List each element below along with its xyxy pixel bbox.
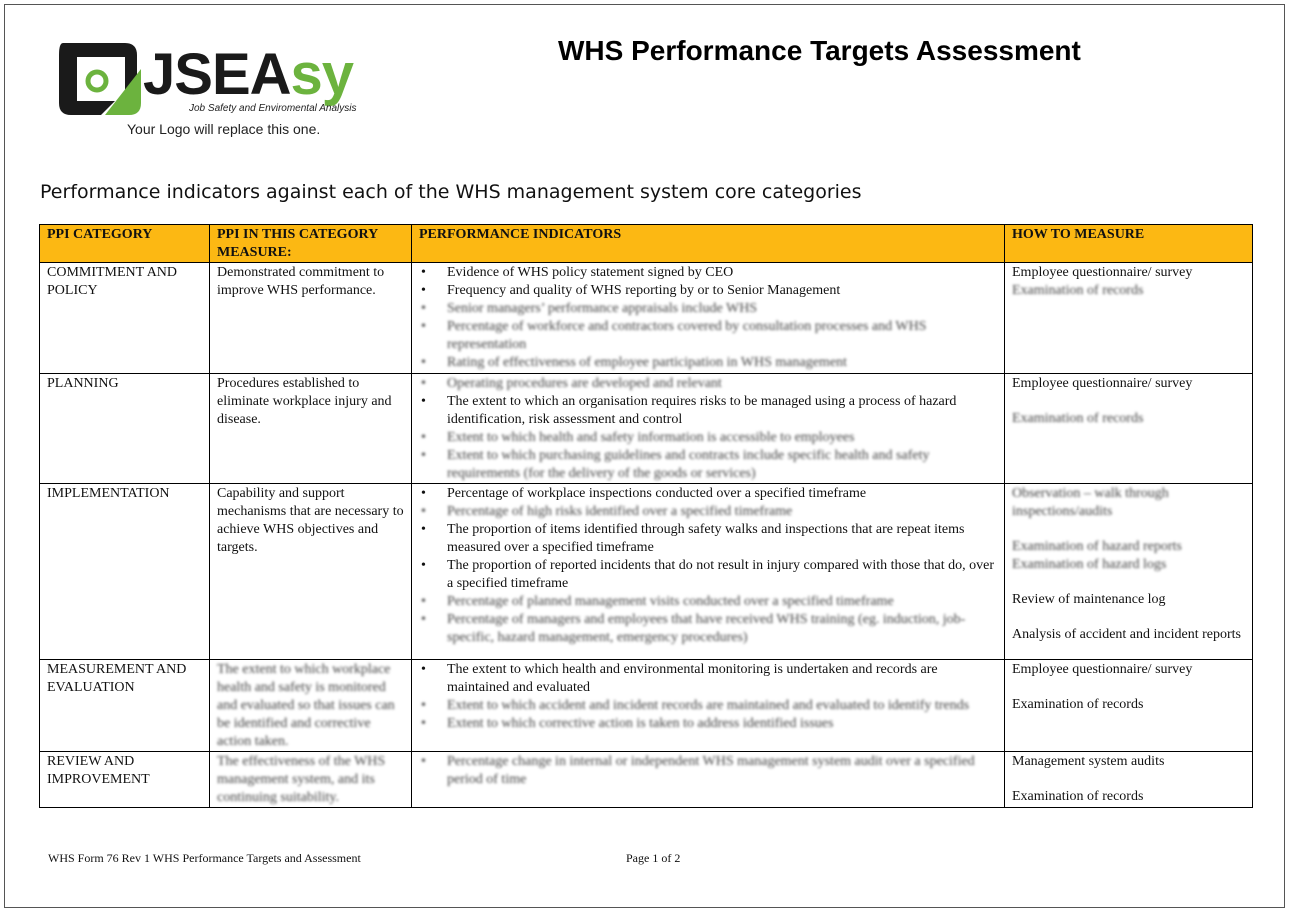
logo-wordmark xyxy=(143,42,354,107)
logo-wordmark-dark: JSEA xyxy=(143,42,291,107)
measure-cell: The extent to which workplace health and safety is monitored and evaluated so that issues can be identified and corrective action taken. xyxy=(210,660,412,752)
measure-method: Review of maintenance log xyxy=(1012,592,1166,607)
measure-method: Management system audits xyxy=(1012,754,1165,769)
measure-method: Observation – walk through inspections/audits xyxy=(1012,486,1169,519)
indicators-cell xyxy=(412,263,1005,374)
indicator-item: • Percentage of managers and employees that have received WHS training (eg. induction, job-specific, hazard management, emergency procedures) xyxy=(447,611,997,647)
measure-method: Examination of records xyxy=(1012,411,1144,426)
how-to-measure-cell xyxy=(1005,263,1253,374)
indicator-item: • The proportion of items identified through safety walks and inspections that are repeat items measured over a specified timeframe xyxy=(447,521,997,557)
how-to-measure-cell xyxy=(1005,374,1253,484)
measure-cell: The effectiveness of the WHS management system, and its continuing suitability. xyxy=(210,752,412,808)
table-header-row xyxy=(40,225,1253,263)
measure-method: Examination of records xyxy=(1012,697,1144,712)
table-row xyxy=(40,374,1253,484)
indicator-item: • The proportion of reported incidents that do not result in injury compared with those that do, over a specified timeframe xyxy=(447,557,997,593)
measure-method: Examination of records xyxy=(1012,789,1144,804)
indicator-item: • Percentage of high risks identified over a specified timeframe xyxy=(447,503,997,521)
how-to-measure-cell xyxy=(1005,484,1253,660)
document-page xyxy=(4,4,1285,908)
company-logo xyxy=(55,39,400,139)
col-header-category: PPI CATEGORY xyxy=(40,225,210,263)
indicator-item: • Operating procedures are developed and relevant xyxy=(447,375,997,393)
indicator-item: • Percentage of workplace inspections conducted over a specified timeframe xyxy=(447,485,997,503)
category-cell: REVIEW AND IMPROVEMENT xyxy=(40,752,210,808)
measure-method: Employee questionnaire/ survey xyxy=(1012,265,1193,280)
category-cell: IMPLEMENTATION xyxy=(40,484,210,660)
measure-method: Analysis of accident and incident reports xyxy=(1012,627,1241,642)
logo-placeholder-note: Your Logo will replace this one. xyxy=(127,121,321,137)
document-title: WHS Performance Targets Assessment xyxy=(558,35,1081,66)
logo-wordmark-green: sy xyxy=(290,42,354,107)
indicator-item: • Percentage change in internal or independent WHS management system audit over a specified period of time xyxy=(447,753,997,789)
measure-cell: Capability and support mechanisms that are necessary to achieve WHS objectives and targets. xyxy=(210,484,412,660)
indicators-cell xyxy=(412,752,1005,808)
category-cell: PLANNING xyxy=(40,374,210,484)
how-to-measure-cell xyxy=(1005,660,1253,752)
indicator-item: • Extent to which health and safety information is accessible to employees xyxy=(447,429,997,447)
logo-mark-icon xyxy=(55,39,145,119)
indicator-item: • Evidence of WHS policy statement signed by CEO xyxy=(447,264,997,282)
indicator-item: • The extent to which health and environmental monitoring is undertaken and records are maintained and evaluated xyxy=(447,661,997,697)
table-row xyxy=(40,263,1253,374)
measure-method: Examination of hazard reports Examination of hazard logs xyxy=(1012,539,1182,572)
indicators-cell xyxy=(412,660,1005,752)
indicator-item: • Percentage of planned management visits conducted over a specified timeframe xyxy=(447,593,997,611)
measure-cell: Demonstrated commitment to improve WHS performance. xyxy=(210,263,412,374)
table-row xyxy=(40,752,1253,808)
category-cell: COMMITMENT AND POLICY xyxy=(40,263,210,374)
footer-form-reference: WHS Form 76 Rev 1 WHS Performance Targets and Assessment xyxy=(48,851,361,865)
indicator-item: • Frequency and quality of WHS reporting by or to Senior Management xyxy=(447,282,997,300)
measure-method: Employee questionnaire/ survey xyxy=(1012,376,1193,391)
indicator-item: • Extent to which corrective action is taken to address identified issues xyxy=(447,715,997,733)
ppi-table xyxy=(39,224,1253,808)
section-heading: Performance indicators against each of the WHS management system core categories xyxy=(40,181,862,203)
col-header-measure: PPI IN THIS CATEGORY MEASURE: xyxy=(210,225,412,263)
measure-cell: Procedures established to eliminate workplace injury and disease. xyxy=(210,374,412,484)
indicator-item: • Extent to which accident and incident records are maintained and evaluated to identify trends xyxy=(447,697,997,715)
measure-method: Employee questionnaire/ survey xyxy=(1012,662,1193,677)
footer-page-number: Page 1 of 2 xyxy=(626,851,681,865)
col-header-how-to-measure: HOW TO MEASURE xyxy=(1005,225,1253,263)
indicators-cell xyxy=(412,374,1005,484)
indicator-item: • The extent to which an organisation requires risks to be managed using a process of hazard identification, risk assessment and control xyxy=(447,393,997,429)
indicators-cell xyxy=(412,484,1005,660)
measure-method: Examination of records xyxy=(1012,283,1144,298)
logo-tagline: Job Safety and Enviromental Analysis xyxy=(189,103,357,114)
indicator-item: • Senior managers’ performance appraisals include WHS xyxy=(447,300,997,318)
indicator-item: • Percentage of workforce and contractors covered by consultation processes and WHS representation xyxy=(447,318,997,354)
indicator-item: • Extent to which purchasing guidelines and contracts include specific health and safety requirements (for the delivery of the goods or services) xyxy=(447,447,997,483)
table-row xyxy=(40,484,1253,660)
category-cell: MEASUREMENT AND EVALUATION xyxy=(40,660,210,752)
col-header-indicators: PERFORMANCE INDICATORS xyxy=(412,225,1005,263)
table-row xyxy=(40,660,1253,752)
how-to-measure-cell xyxy=(1005,752,1253,808)
indicator-item: • Rating of effectiveness of employee participation in WHS management xyxy=(447,354,997,372)
